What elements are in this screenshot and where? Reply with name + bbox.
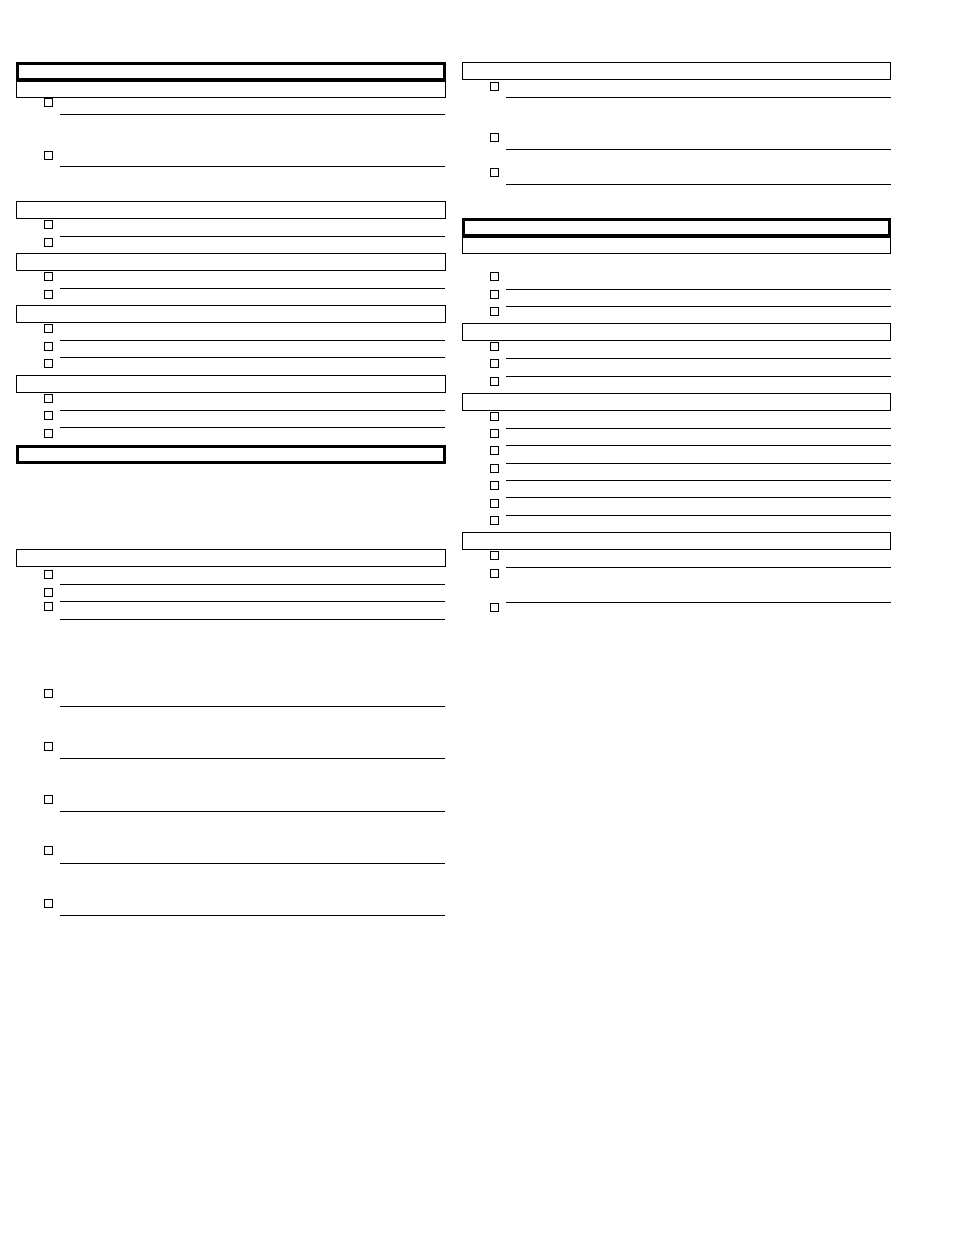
- answer-line: [60, 357, 445, 358]
- checkbox[interactable]: [490, 377, 499, 386]
- checkbox[interactable]: [44, 151, 53, 160]
- checkbox[interactable]: [44, 342, 53, 351]
- checkbox[interactable]: [490, 499, 499, 508]
- checkbox[interactable]: [44, 742, 53, 751]
- answer-line: [506, 428, 891, 429]
- checkbox[interactable]: [44, 795, 53, 804]
- checkbox[interactable]: [490, 516, 499, 525]
- checkbox[interactable]: [44, 220, 53, 229]
- answer-line: [506, 289, 891, 290]
- answer-line: [60, 706, 445, 707]
- answer-line: [60, 619, 445, 620]
- section-header: [16, 305, 446, 323]
- section-subheader: [16, 81, 446, 98]
- answer-line: [506, 445, 891, 446]
- answer-line: [506, 497, 891, 498]
- checkbox[interactable]: [490, 342, 499, 351]
- checkbox[interactable]: [44, 429, 53, 438]
- checkbox[interactable]: [490, 464, 499, 473]
- checkbox[interactable]: [44, 899, 53, 908]
- answer-line: [60, 340, 445, 341]
- checkbox[interactable]: [44, 689, 53, 698]
- checkbox[interactable]: [44, 359, 53, 368]
- checkbox[interactable]: [44, 290, 53, 299]
- checkbox[interactable]: [44, 238, 53, 247]
- section-subheader: [462, 237, 891, 254]
- section-header: [16, 375, 446, 393]
- checkbox[interactable]: [490, 603, 499, 612]
- checkbox[interactable]: [44, 394, 53, 403]
- answer-line: [60, 811, 445, 812]
- checkbox[interactable]: [490, 168, 499, 177]
- checkbox[interactable]: [44, 272, 53, 281]
- answer-line: [506, 515, 891, 516]
- checkbox[interactable]: [490, 290, 499, 299]
- answer-line: [506, 306, 891, 307]
- checkbox[interactable]: [44, 846, 53, 855]
- section-header: [462, 532, 891, 550]
- answer-line: [506, 463, 891, 464]
- answer-line: [506, 376, 891, 377]
- answer-line: [60, 601, 445, 602]
- checkbox[interactable]: [44, 411, 53, 420]
- section-header: [16, 549, 446, 567]
- checkbox[interactable]: [490, 551, 499, 560]
- section-header: [16, 253, 446, 271]
- section-header: [16, 62, 446, 81]
- answer-line: [60, 166, 445, 167]
- answer-line: [506, 602, 891, 603]
- answer-line: [60, 236, 445, 237]
- section-header: [16, 445, 446, 464]
- answer-line: [60, 410, 445, 411]
- checkbox[interactable]: [490, 446, 499, 455]
- checkbox[interactable]: [490, 82, 499, 91]
- checkbox[interactable]: [44, 570, 53, 579]
- checkbox[interactable]: [44, 324, 53, 333]
- checkbox[interactable]: [44, 602, 53, 611]
- answer-line: [60, 288, 445, 289]
- checkbox[interactable]: [490, 307, 499, 316]
- checkbox[interactable]: [490, 569, 499, 578]
- checkbox[interactable]: [490, 429, 499, 438]
- answer-line: [60, 915, 445, 916]
- answer-line: [60, 114, 445, 115]
- checkbox[interactable]: [490, 481, 499, 490]
- answer-line: [506, 358, 891, 359]
- answer-line: [60, 863, 445, 864]
- checkbox[interactable]: [44, 588, 53, 597]
- section-header: [462, 323, 891, 341]
- checkbox[interactable]: [490, 133, 499, 142]
- answer-line: [506, 149, 891, 150]
- checkbox[interactable]: [44, 98, 53, 107]
- section-header: [16, 201, 446, 219]
- answer-line: [506, 567, 891, 568]
- section-header: [462, 218, 891, 237]
- section-header: [462, 62, 891, 80]
- answer-line: [60, 427, 445, 428]
- answer-line: [506, 184, 891, 185]
- answer-line: [506, 97, 891, 98]
- checkbox[interactable]: [490, 359, 499, 368]
- answer-line: [506, 480, 891, 481]
- answer-line: [60, 758, 445, 759]
- answer-line: [60, 584, 445, 585]
- checkbox[interactable]: [490, 412, 499, 421]
- section-header: [462, 393, 891, 411]
- checkbox[interactable]: [490, 272, 499, 281]
